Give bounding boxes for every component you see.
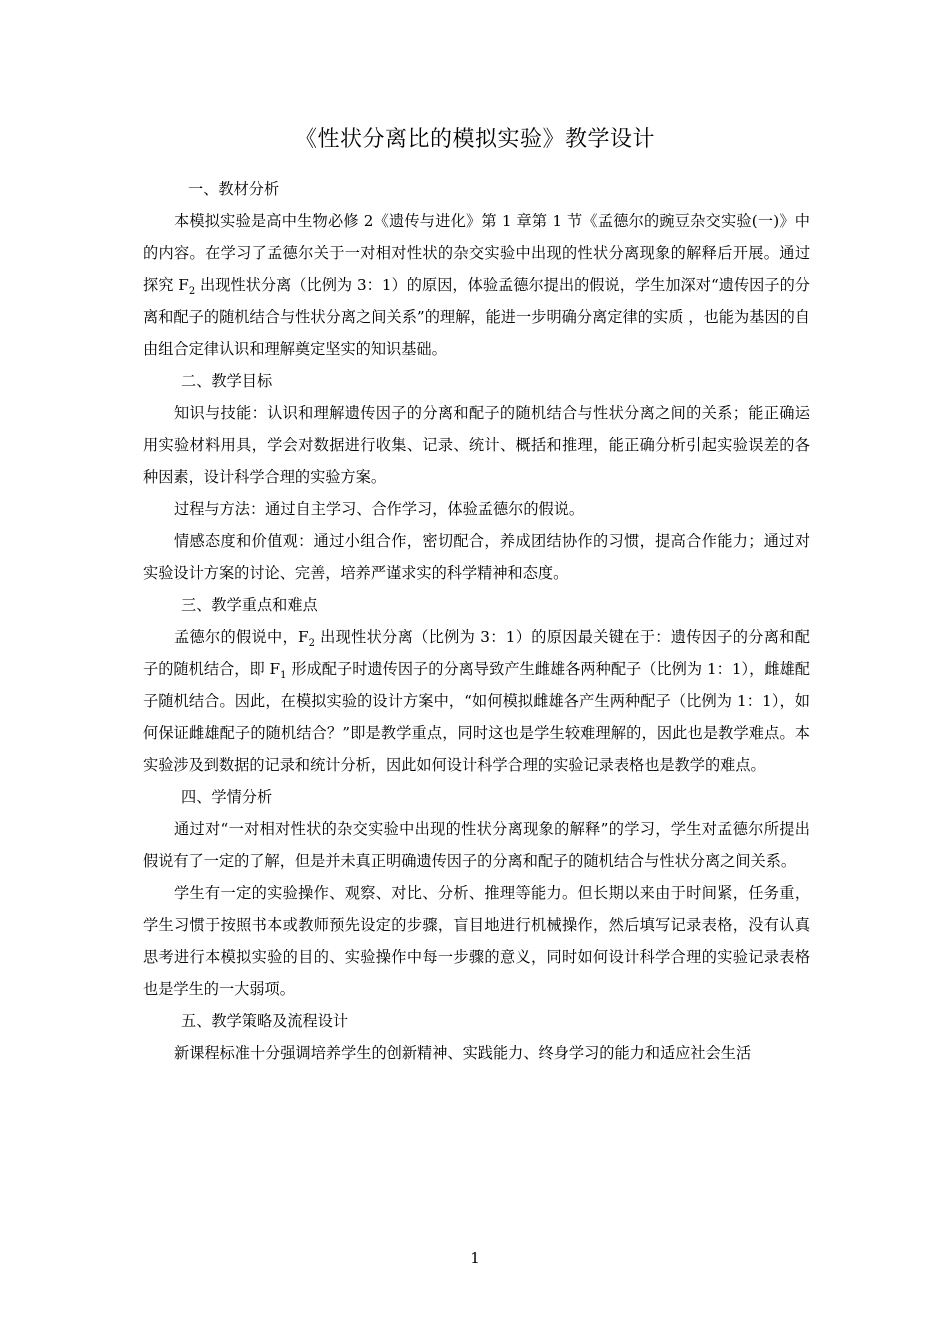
page-number: 1 <box>470 1249 480 1267</box>
paragraph-textbook-analysis <box>143 205 810 365</box>
paragraph-key-points <box>143 621 810 781</box>
paragraph-process-method: 过程与方法：通过自主学习、合作学习，体验孟德尔的假说。 <box>174 500 585 518</box>
text-run: 出现性状分离（比例为 3：1）的原因，体验孟德尔提出的假说，学生加深对“遗传因子的分离和配子的随机结合与性状分离之间关系”的理解，能进一步明确分离定律的实质 ，也能为基因的自由组合定律认识和理解奠定坚实的知识基础。 <box>143 276 810 358</box>
paragraph-learner-analysis-1: 通过对“一对相对性状的杂交实验中出现的性状分离现象的解释”的学习，学生对孟德尔所提出假说有了一定的了解，但是并未真正明确遗传因子的分离和配子的随机结合与性状分离之间关系。 <box>143 820 810 870</box>
text-run: 本模拟实验是高中生物必修 2《遗传与进化》第 1 章第 1 节《孟德尔的豌豆杂交实验(一)》中的内容。在学习了孟德尔关于一对相对性状的杂交实验中出现的性状分离现象的解释后开展。通过探究 F <box>143 212 810 294</box>
paragraph-attitude-values: 情感态度和价值观：通过小组合作，密切配合，养成团结协作的习惯，提高合作能力；通过对实验设计方案的讨论、完善，培养严谨求实的科学精神和态度。 <box>143 532 810 582</box>
text-run: 形成配子时遗传因子的分离导致产生雌雄各两种配子（比例为 1：1），雌雄配子随机结合。因此，在模拟实验的设计方案中，“如何模拟雌雄各产生两种配子（比例为 1：1），如何保证雌雄配子的随机结合？”即是教学重点，同时这也是学生较难理解的，因此也是教学难点。本实验涉及到数据的记录和统计分析，因此如何设计科学合理的实验记录表格也是教学的难点。 <box>143 660 810 774</box>
document-title: 《性状分离比的模拟实验》教学设计 <box>294 127 655 152</box>
paragraph-learner-analysis-2: 学生有一定的实验操作、观察、对比、分析、推理等能力。但长期以来由于时间紧，任务重，学生习惯于按照书本或教师预先设定的步骤，盲目地进行机械操作，然后填写记录表格，没有认真思考进行本模拟实验的目的、实验操作中每一步骤的意义，同时如何设计科学合理的实验记录表格也是学生的一大弱项。 <box>143 884 810 998</box>
section-heading-key-points: 三、教学重点和难点 <box>181 596 318 614</box>
subscript: 1 <box>280 670 287 681</box>
document-body <box>143 173 810 1069</box>
paragraph-strategy: 新课程标准十分强调培养学生的创新精神、实践能力、终身学习的能力和适应社会生活 <box>174 1044 752 1062</box>
section-heading-learner-analysis: 四、学情分析 <box>181 788 273 806</box>
text-run: 出现性状分离（比例为 3：1）的原因最关键在于：遗传因子的分离和配子的随机结合，即 F <box>143 628 810 678</box>
section-heading-strategy: 五、教学策略及流程设计 <box>181 1012 349 1030</box>
subscript: 2 <box>188 286 196 297</box>
subscript: 2 <box>308 638 315 649</box>
section-heading-teaching-goals: 二、教学目标 <box>181 372 273 390</box>
paragraph-knowledge-skills: 知识与技能：认识和理解遗传因子的分离和配子的随机结合与性状分离之间的关系；能正确运用实验材料用具，学会对数据进行收集、记录、统计、概括和推理，能正确分析引起实验误差的各种因素，设计科学合理的实验方案。 <box>143 404 810 486</box>
section-heading-textbook-analysis: 一、教材分析 <box>188 180 280 198</box>
text-run: 孟德尔的假说中，F <box>174 628 309 646</box>
